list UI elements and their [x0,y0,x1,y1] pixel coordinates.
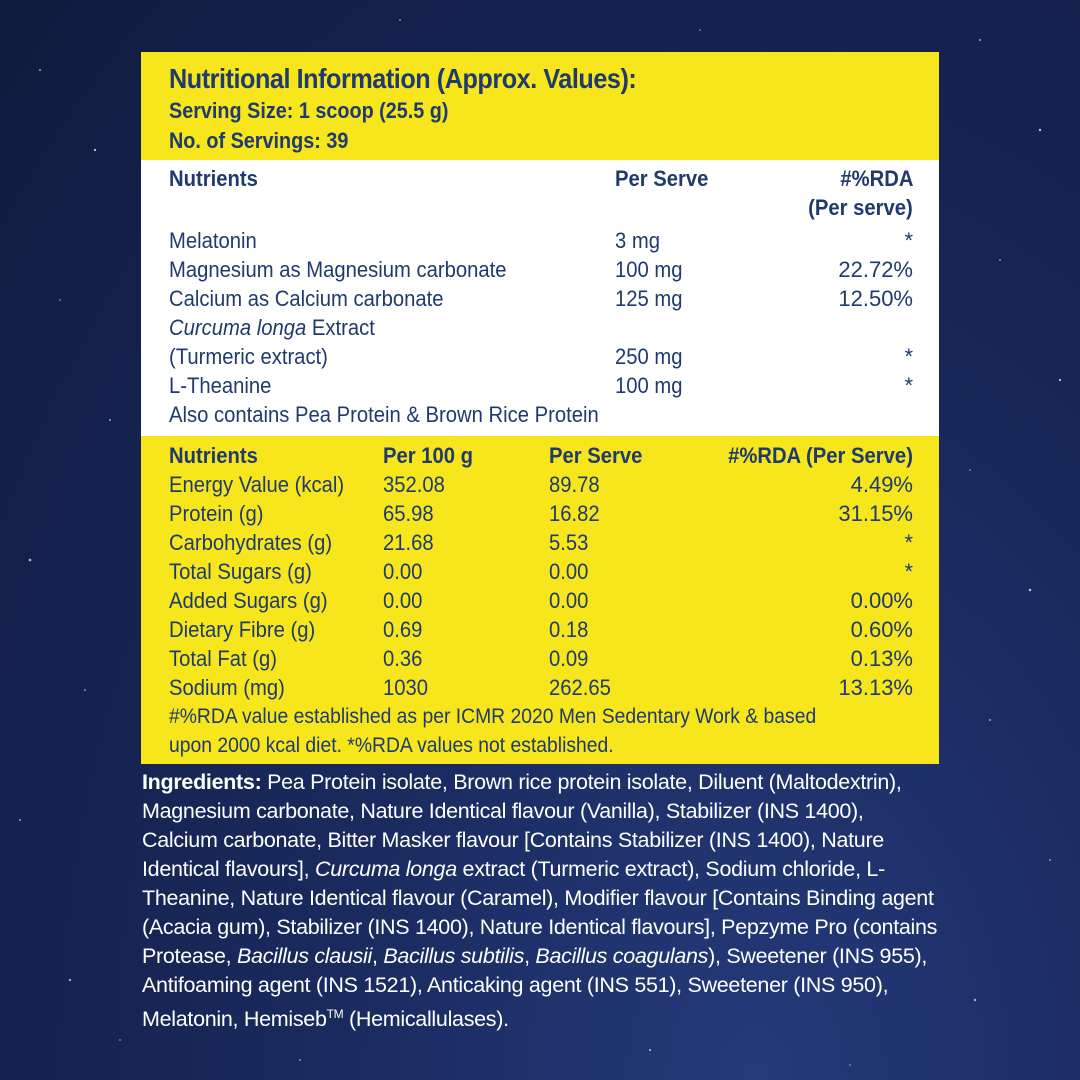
per-100g-value: 0.36 [383,646,423,671]
table-row [169,528,913,557]
nutrient-name: (Turmeric extract) [169,344,328,369]
table-row [169,284,913,313]
rda-value: 4.49% [850,472,913,497]
per-serve-value: 3 mg [615,228,661,253]
ingredients-label: Ingredients: [142,770,262,794]
nutrients-table [141,436,939,764]
trademark-symbol: TM [326,1007,344,1021]
table-row [169,615,913,644]
per-100g-value: 0.00 [383,559,423,584]
per-serve-value: 0.00 [549,559,589,584]
rda-value: 22.72% [838,257,913,282]
rda-value: 0.13% [850,646,913,671]
servings-count: No. of Servings: 39 [169,128,349,153]
table-header-row [169,193,913,222]
table-row [169,313,913,342]
per-100g-value: 352.08 [383,472,445,497]
per-serve-value: 262.65 [549,675,611,700]
nutrient-name-italic: Curcuma longa [169,315,307,340]
nutrient-name: Added Sugars (g) [169,588,328,613]
table-row [169,586,913,615]
nutrient-name: Magnesium as Magnesium carbonate [169,257,507,282]
nutrient-name: Protein (g) [169,501,264,526]
nutrition-header [141,52,939,160]
table-row [169,255,913,284]
per-serve-value: 125 mg [615,286,683,311]
nutrient-name: Sodium (mg) [169,675,285,700]
per-100g-value: 1030 [383,675,429,700]
table-row [169,673,913,702]
nutrient-name: Calcium as Calcium carbonate [169,286,444,311]
rda-value: 0.00% [850,588,913,613]
per-serve-value: 0.09 [549,646,589,671]
table-row [169,342,913,371]
rda-value: * [904,344,913,369]
table-row [169,557,913,586]
column-header: Nutrients [169,166,258,191]
per-100g-value: 21.68 [383,530,434,555]
rda-value: 13.13% [838,675,913,700]
table-row [169,470,913,499]
also-contains-note: Also contains Pea Protein & Brown Rice Protein [169,402,599,427]
per-serve-value: 89.78 [549,472,600,497]
nutrient-name: Melatonin [169,228,257,253]
nutrient-name: Carbohydrates (g) [169,530,333,555]
rda-value: * [904,228,913,253]
per-serve-value: 16.82 [549,501,600,526]
per-serve-value: 100 mg [615,373,683,398]
per-serve-value: 0.00 [549,588,589,613]
column-header: Per 100 g [383,443,474,468]
per-serve-value: 0.18 [549,617,589,642]
per-100g-value: 0.00 [383,588,423,613]
rda-value: 0.60% [850,617,913,642]
column-header: #%RDA (Per Serve) [728,443,913,468]
nutrient-name: L-Theanine [169,373,272,398]
nutrient-name: Energy Value (kcal) [169,472,345,497]
ingredients-text: Ingredients: Pea Protein isolate, Brown rice protein isolate, Diluent (Maltodextrin), Magnesium carbonate, Nature Identical flavour (Vanilla), Stabilizer (INS 1400), Calcium carbonate, Bitter Masker flavour [Contains Stabilizer (INS 1400), Nature Identical flavours], Curcuma longa extract (Turmeric extract), Sodium chloride, L-Theanine, Nature Identical flavour (Caramel), Modifier flavour [Contains Binding agent (Acacia gum), Stabilizer (INS 1400), Nature Identical flavours], Pepzyme Pro (contains Protease, Bacillus clausii, Bacillus subtilis, Bacillus coagulans), Sweetener (INS 955), Antifoaming agent (INS 1521), Anticaking agent (INS 551), Sweetener (INS 950), Melatonin, Hemiseb™ (Hemicallulases). [142,770,938,1032]
nutrient-name: Total Sugars (g) [169,559,312,584]
rda-value: * [904,530,913,555]
column-header: Nutrients [169,443,258,468]
nutrition-panel [141,52,939,764]
rda-value: * [904,373,913,398]
column-header: (Per serve) [808,195,913,220]
column-header: Per Serve [615,166,709,191]
per-100g-value: 65.98 [383,501,434,526]
per-100g-value: 0.69 [383,617,423,642]
rda-footnote: #%RDA value established as per ICMR 2020 Men Sedentary Work & based upon 2000 kcal diet. *%RDA values not established. [169,705,817,757]
table-row [169,499,913,528]
rda-value: 12.50% [838,286,913,311]
table-row [169,644,913,673]
active-ingredients-table [141,160,939,436]
table-header-row [169,164,913,193]
nutrient-name: Total Fat (g) [169,646,277,671]
table-row [169,226,913,255]
nutrition-title: Nutritional Information (Approx. Values): [169,63,637,94]
column-header: Per Serve [549,443,643,468]
nutrient-name: Dietary Fibre (g) [169,617,316,642]
nutrient-name: Extract [306,315,375,340]
per-serve-value: 250 mg [615,344,683,369]
serving-size: Serving Size: 1 scoop (25.5 g) [169,98,449,123]
table-header-row [169,441,913,470]
per-serve-value: 100 mg [615,257,683,282]
column-header: #%RDA [839,166,913,191]
rda-value: * [904,559,913,584]
per-serve-value: 5.53 [549,530,589,555]
table-row [169,371,913,400]
rda-value: 31.15% [838,501,913,526]
